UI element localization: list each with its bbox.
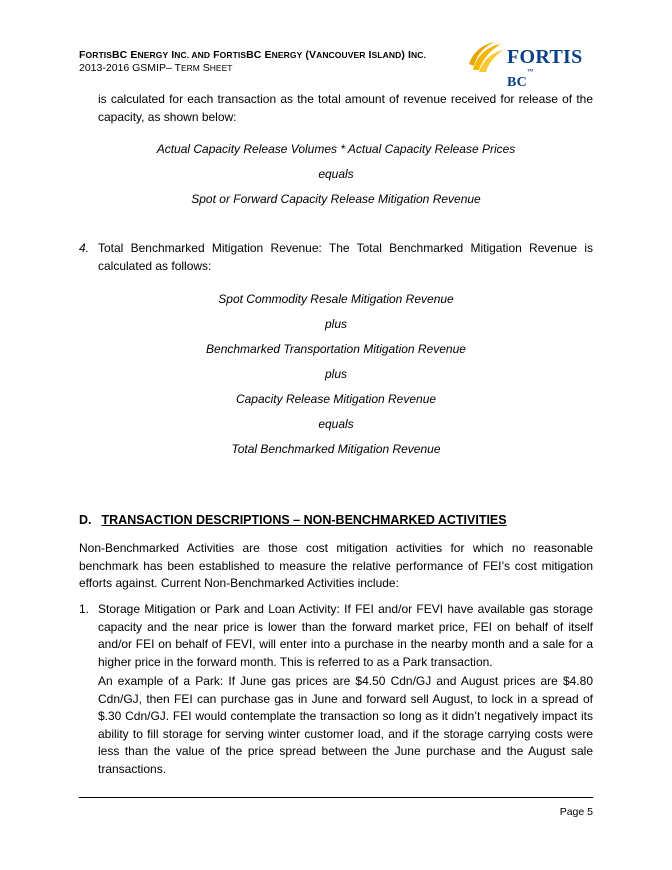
formula2-line: Benchmarked Transportation Mitigation Revenue bbox=[206, 342, 466, 356]
section-title: TRANSACTION DESCRIPTIONS – NON-BENCHMARKED ACTIVITIES bbox=[101, 513, 507, 527]
section-letter: D. bbox=[79, 513, 92, 527]
intro-paragraph: is calculated for each transaction as the total amount of revenue received for release of the capacity, as shown below: bbox=[98, 92, 593, 124]
item-number: 1. bbox=[79, 602, 90, 616]
item1-text: Storage Mitigation or Park and Loan Activity: If FEI and/or FEVI have available gas storage capacity and the near price is lower than the forward market price, FEI on behalf of itself and/or FEI on behalf of FEVI, will enter into a purchase in the nearby month and a sale for a higher price in the forward month. This is referred to as a Park transaction. bbox=[98, 602, 593, 669]
footer-rule bbox=[79, 797, 593, 798]
formula2-operator: plus bbox=[324, 317, 347, 331]
section-intro-paragraph: Non-Benchmarked Activities are those cost mitigation activities for which no reasonable benchmark has been established to measure the relative performance of FEI’s cost mitigation efforts against. Current Non-Benchmarked Activities include: bbox=[79, 541, 593, 590]
logo-wordmark: FORTIS BC™ bbox=[507, 46, 583, 90]
formula1-result: Spot or Forward Capacity Release Mitigation Revenue bbox=[191, 192, 481, 206]
flame-swirl-icon bbox=[467, 40, 505, 76]
park-example-paragraph: An example of a Park: If June gas prices are $4.50 Cdn/GJ and August prices are $4.80 Cdn/GJ, then FEI can purchase gas in June and forward sell August, to lock in a spread of $.30 Cdn/GJ. FEI would contemplate the transaction so long as it didn’t negatively impact its ability to fill storage for serving winter customer load, and if the storage carrying costs were less than the value of the price spread between the June purchase and the August sale transactions. bbox=[98, 674, 593, 776]
formula2-operator: plus bbox=[324, 367, 347, 381]
item4-text: Total Benchmarked Mitigation Revenue: The Total Benchmarked Mitigation Revenue is calculated as follows: bbox=[98, 241, 593, 273]
section-heading bbox=[79, 513, 507, 527]
item-number: 4. bbox=[79, 241, 90, 255]
formula2-result: Total Benchmarked Mitigation Revenue bbox=[231, 442, 441, 456]
page-number: Page 5 bbox=[559, 806, 593, 818]
formula2-line: Capacity Release Mitigation Revenue bbox=[235, 392, 437, 406]
fortisbc-logo bbox=[467, 40, 597, 90]
formula1-line: Actual Capacity Release Volumes * Actual Capacity Release Prices bbox=[156, 142, 516, 156]
header-company-line: FORTISBC ENERGY INC. AND FORTISBC ENERGY (VANCOUVER ISLAND) INC. bbox=[79, 49, 426, 61]
formula2-operator: equals bbox=[318, 417, 354, 431]
header-subtitle-line: 2013-2016 GSMIP– TERM SHEET bbox=[79, 62, 233, 74]
formula2-line: Spot Commodity Resale Mitigation Revenue bbox=[218, 292, 454, 306]
formula1-operator: equals bbox=[318, 167, 354, 181]
